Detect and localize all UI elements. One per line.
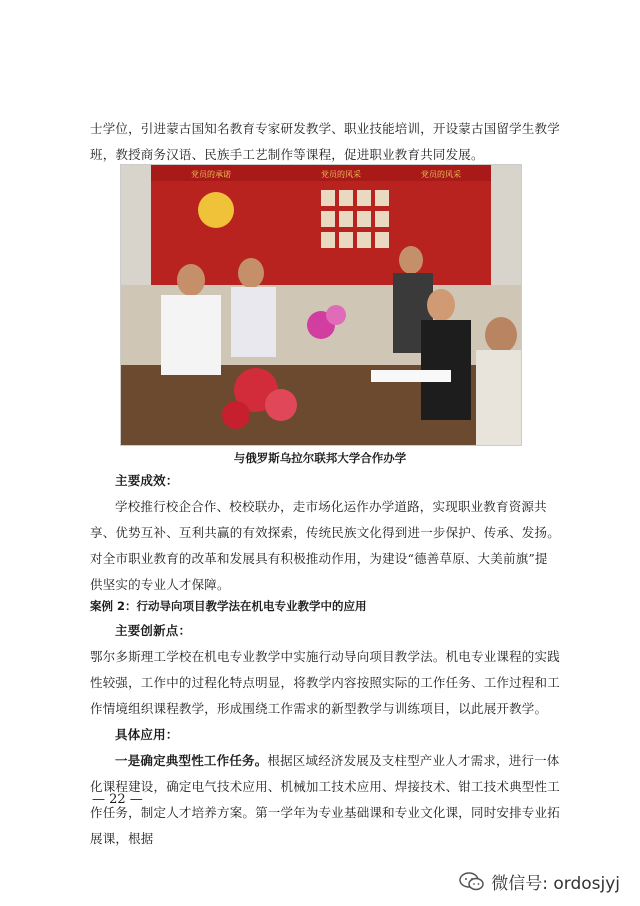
innovation-body: 鄂尔多斯理工学校在机电专业教学中实施行动导向项目教学法。机电专业课程的实践性较强，工作中的过程化特点明显，将教学内容按照实际的工作任务、工作过程和工作情境组织课程教学，形成围绕工作需求的新型教学与训练项目，以此展开教学。 [90, 649, 560, 716]
application-heading: 具体应用： [115, 727, 179, 742]
intro-paragraph [90, 116, 560, 168]
application-paragraph [90, 748, 560, 852]
photo-caption: 与俄罗斯乌拉尔联邦大学合作办学 [233, 451, 407, 465]
page-number: — 22 — [92, 792, 143, 807]
achievements-heading: 主要成效： [115, 473, 179, 488]
case2-title: 案例 2：行动导向项目教学法在机电专业教学中的应用 [90, 599, 367, 613]
case2-section [90, 618, 560, 852]
intro-text: 士学位，引进蒙古国知名教育专家研发教学、职业技能培训，开设蒙古国留学生教学班，教授商务汉语、民族手工艺制作等课程，促进职业教育共同发展。 [90, 121, 560, 162]
banner-middle: 党员的风采 [321, 170, 361, 179]
achievements-body: 学校推行校企合作、校校联办，走市场化运作办学道路，实现职业教育资源共享、优势互补、互利共赢的有效探索，传统民族文化得到进一步保护、传承、发扬。对全市职业教育的改革和发展具有积极推动作用，为建设“德善草原、大美前旗”提供坚实的专业人才保障。 [90, 499, 560, 592]
achievements-section [90, 468, 560, 598]
application-lead: 一是确定典型性工作任务。 [115, 753, 268, 768]
wechat-watermark [459, 869, 620, 894]
cooperation-photo [120, 164, 522, 446]
banner-left: 党员的承诺 [191, 170, 231, 179]
application-body: 根据区域经济发展及支柱型产业人才需求，进行一体化课程建设，确定电气技术应用、机械加工技术应用、焊接技术、钳工技术典型性工作任务，制定人才培养方案。第一学年为专业基础课和专业文化课，同时安排专业拓展课，根据 [90, 753, 560, 846]
banner-right: 党员的风采 [421, 170, 461, 179]
wechat-label: 微信号: ordosjyj [491, 874, 620, 894]
innovation-heading: 主要创新点： [115, 623, 192, 638]
wechat-icon [459, 872, 485, 892]
